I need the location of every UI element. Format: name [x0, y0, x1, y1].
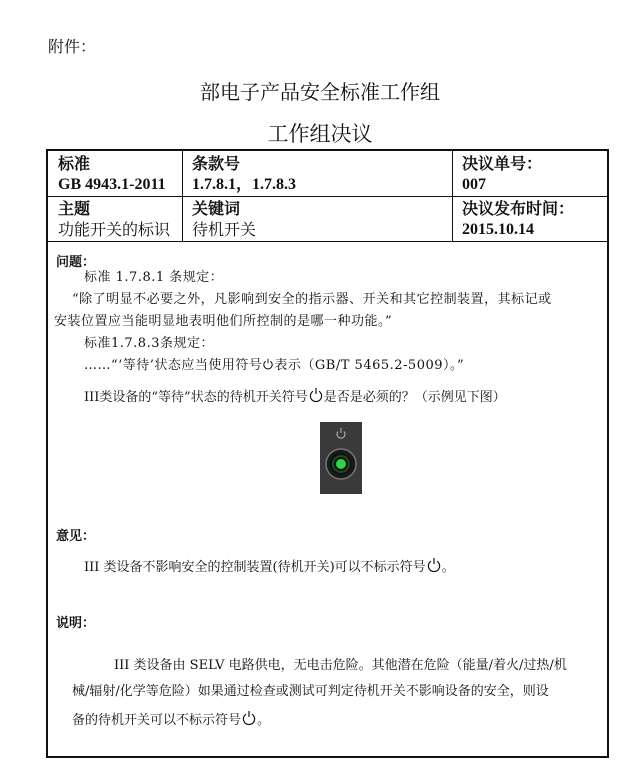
publish-date-label: 决议发布时间：: [462, 201, 575, 218]
question-line: “除了明显不必要之外，凡影响到安全的指示器、开关和其它控制装置，其标记或: [72, 292, 552, 307]
clause-value: 1.7.8.1，1.7.8.3: [192, 176, 297, 193]
power-standby-icon: [308, 387, 324, 403]
explanation-text: 。: [257, 713, 271, 728]
opinion-text-part: III 类设备不影响安全的控制装置(待机开关)可以不标示符号: [84, 560, 426, 575]
power-standby-icon: [241, 710, 257, 726]
table-divider: [452, 151, 453, 241]
document-title: 部电子产品安全标准工作组: [200, 80, 440, 104]
resolution-no-value: 007: [462, 176, 486, 193]
keyword-value: 待机开关: [192, 220, 257, 239]
question-line: 标准1.7.8.3条规定：: [84, 336, 214, 351]
standard-value: GB 4943.1-2011: [58, 176, 166, 193]
question-text: 表示（GB/T 5465.2-5009）。”: [274, 358, 465, 373]
power-standby-icon: [262, 358, 274, 370]
explanation-text: 备的待机开关可以不标示符号: [72, 713, 242, 728]
document-subtitle: 工作组决议: [267, 122, 373, 146]
opinion-label: 意见：: [56, 529, 96, 544]
resolution-frame: [46, 149, 609, 758]
question-line: 标准 1.7.8.1 条规定：: [84, 270, 224, 285]
table-divider: [182, 151, 183, 241]
table-divider: [48, 196, 607, 197]
publish-date-value: 2015.10.14: [462, 221, 534, 238]
question-line: [84, 356, 464, 376]
explanation-label: 说明：: [56, 616, 96, 631]
explanation-line: 械/辐射/化学等危险）如果通过检查或测试可判定待机开关不影响设备的安全，则设: [72, 684, 549, 699]
explanation-line: III 类设备由 SELV 电路供电，无电击危险。其他潜在危险（能量/着火/过热/机: [114, 658, 567, 673]
resolution-no-label: 决议单号：: [462, 156, 543, 173]
opinion-text-part: 。: [441, 560, 455, 575]
opinion-text: [84, 557, 455, 578]
subject-label: 主题: [58, 201, 91, 218]
power-standby-icon: [426, 557, 442, 573]
question-text: III类设备的“等待”状态的待机开关符号: [84, 390, 308, 405]
question-label: 问题：: [56, 254, 96, 269]
standby-button-image: [320, 422, 362, 494]
standard-label: 标准: [58, 156, 91, 173]
keyword-label: 关键词: [192, 201, 241, 218]
question-text: ……“‘等待’状态应当使用符号: [84, 358, 263, 373]
attachment-label: 附件：: [48, 37, 97, 56]
table-divider: [48, 241, 607, 242]
question-text: 是否是必须的？（示例见下图）: [323, 390, 506, 405]
question-line: 安装位置应当能明显地表明他们所控制的是哪一种功能。”: [54, 314, 393, 329]
explanation-line: [72, 710, 270, 731]
subject-value: 功能开关的标识: [58, 220, 171, 239]
standby-button-photo: [320, 422, 362, 494]
question-line: [84, 387, 506, 408]
clause-label: 条款号: [192, 156, 241, 173]
